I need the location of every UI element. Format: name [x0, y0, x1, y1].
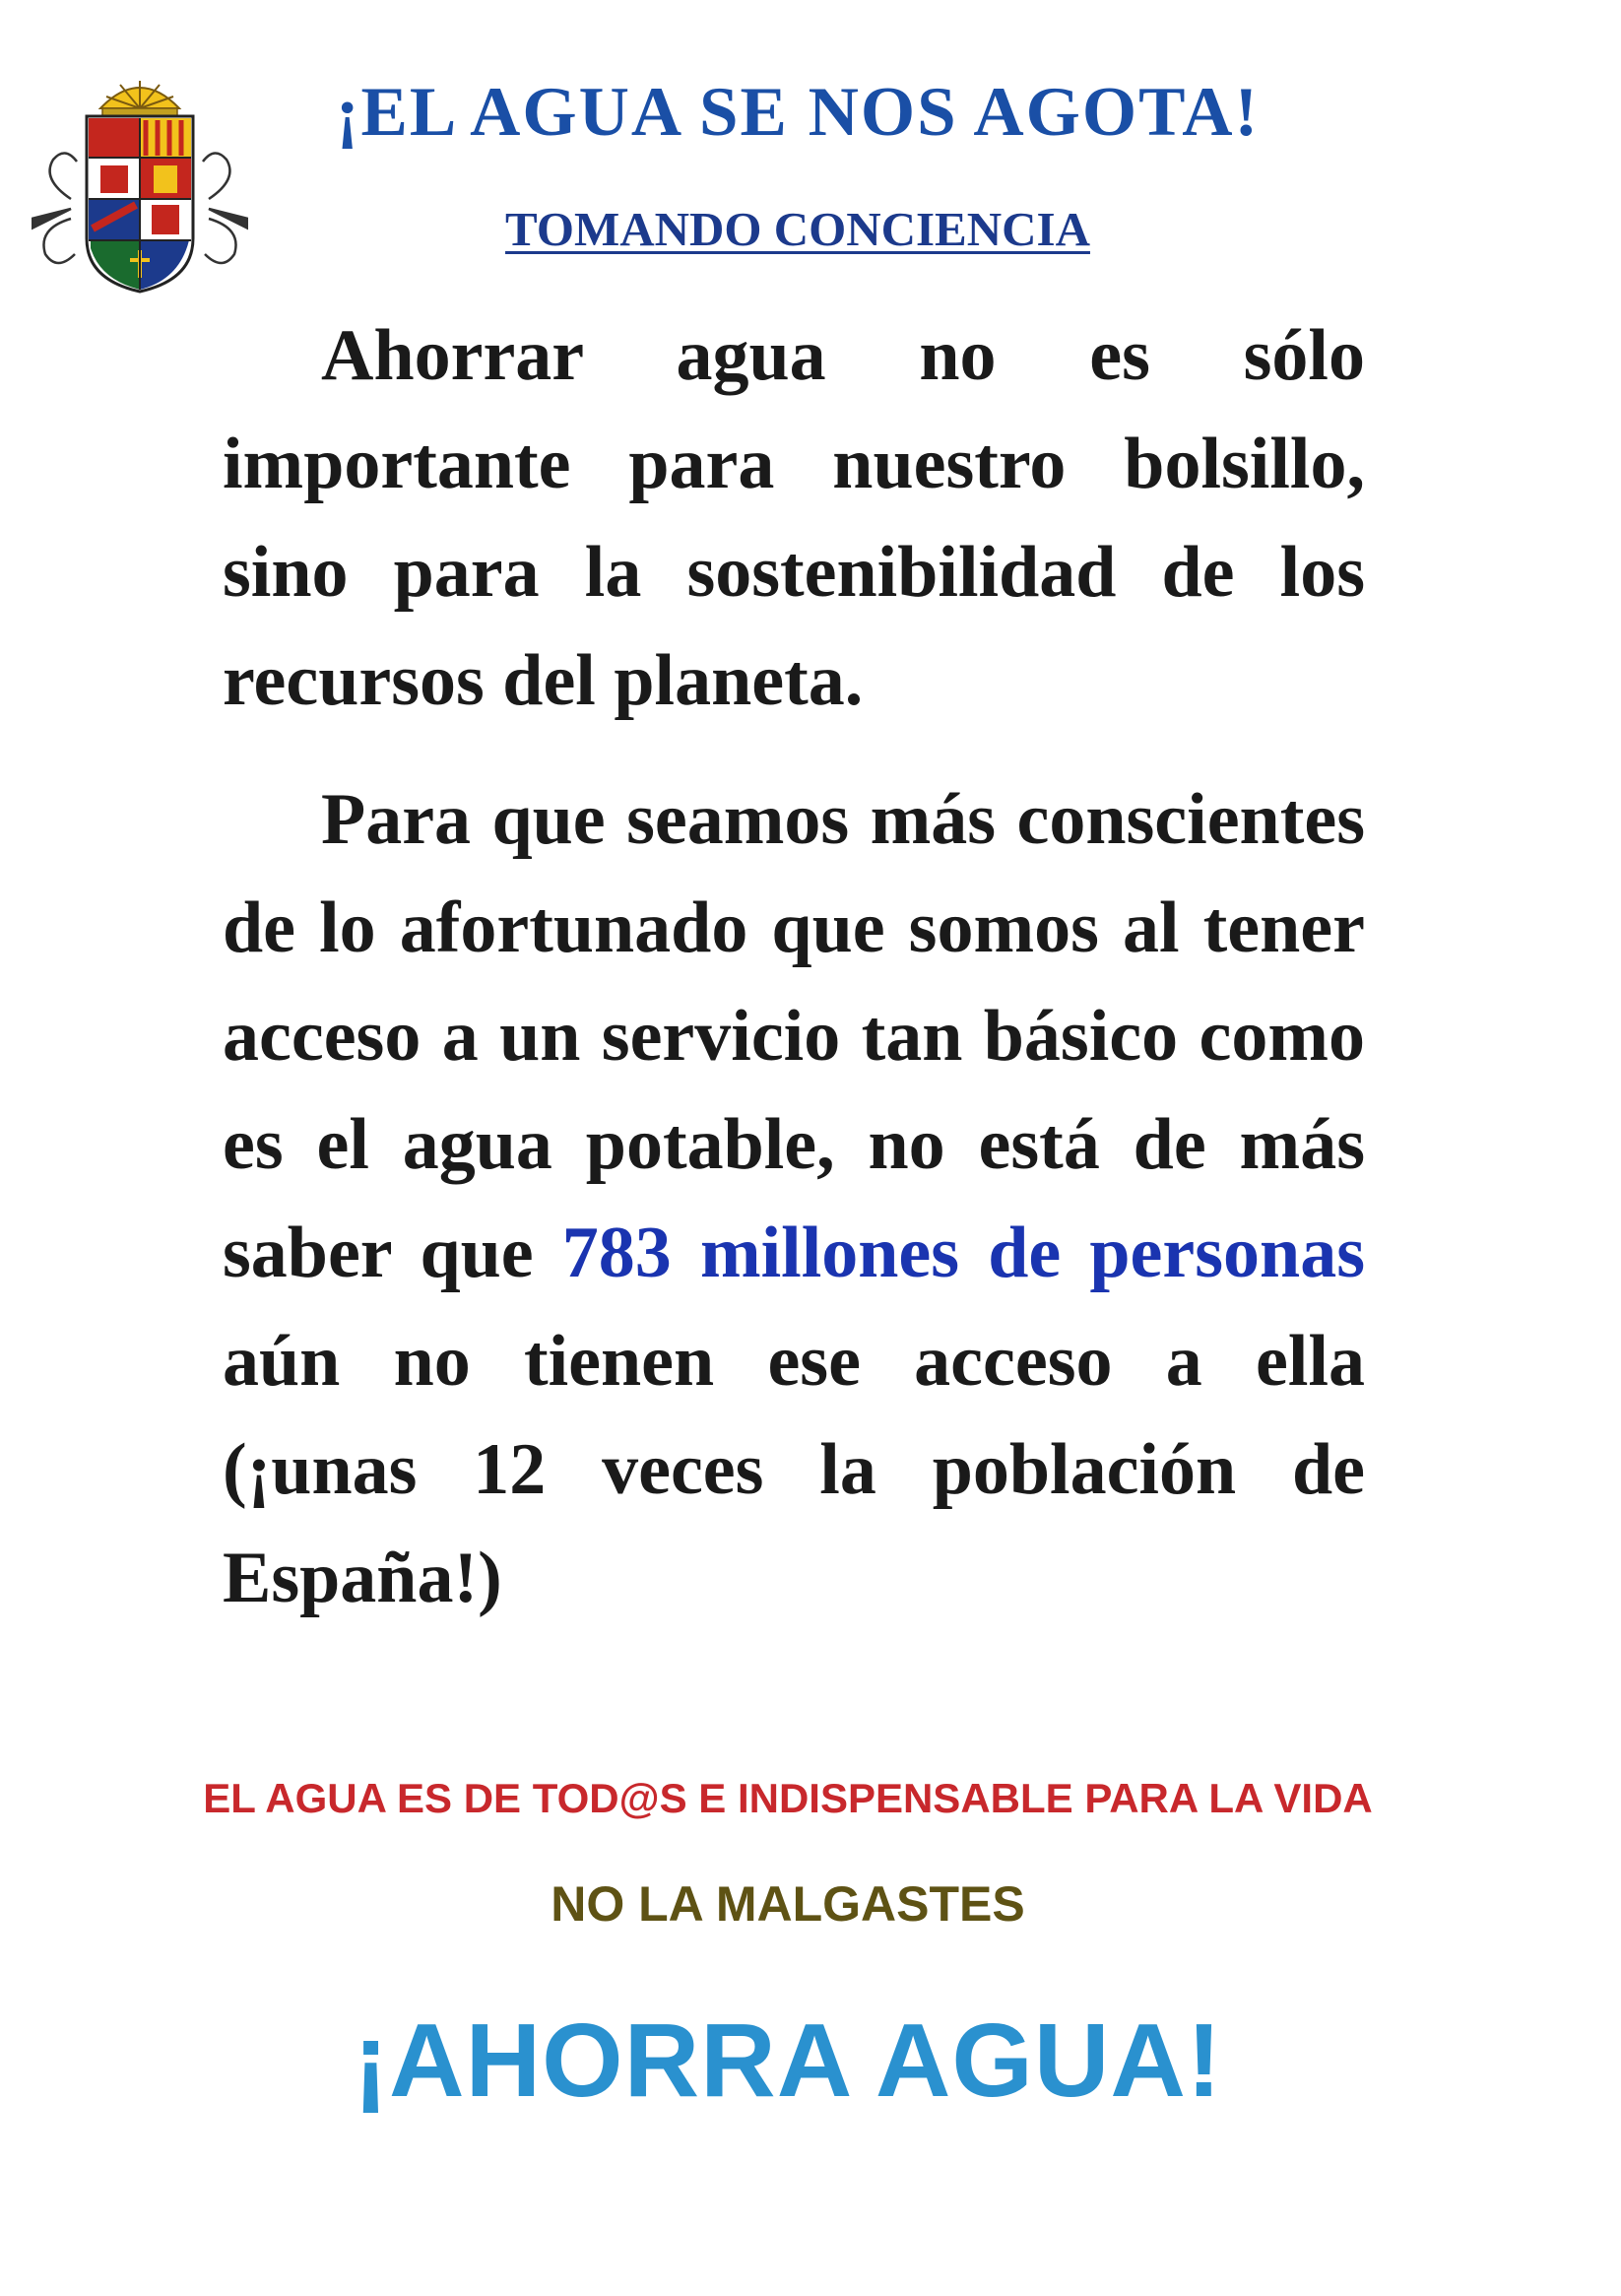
- coat-of-arms-icon: [32, 71, 248, 297]
- page-subtitle: [295, 201, 1300, 259]
- paragraph-access-intro: Para que seamos más conscientes de lo afortunado que somos al tener acceso a un servicio tan básico como es el agua potable, no está de más saber que: [223, 779, 1365, 1293]
- paragraph-access-outro: aún no tienen ese acceso a ella (¡unas 12 veces la población de España!): [223, 1321, 1365, 1618]
- slogan-do-not-waste: NO LA MALGASTES: [551, 1876, 1025, 1932]
- subtitle-text: TOMANDO CONCIENCIA: [505, 202, 1090, 256]
- crown-fan-icon: [100, 81, 179, 116]
- paragraph-access-statistic: [223, 765, 1365, 1632]
- page-title: ¡EL AGUA SE NOS AGOTA!: [335, 74, 1261, 151]
- highlight-people-count: 783 millones de personas: [561, 1213, 1365, 1293]
- slogan-water-for-all: EL AGUA ES DE TOD@S E INDISPENSABLE PARA LA VIDA: [203, 1775, 1373, 1821]
- call-to-action: ¡AHORRA AGUA!: [353, 2002, 1223, 2119]
- paragraph-water-saving: Ahorrar agua no es sólo importante para nuestro bolsillo, sino para la sostenibilidad de los recursos del planeta.: [223, 315, 1365, 721]
